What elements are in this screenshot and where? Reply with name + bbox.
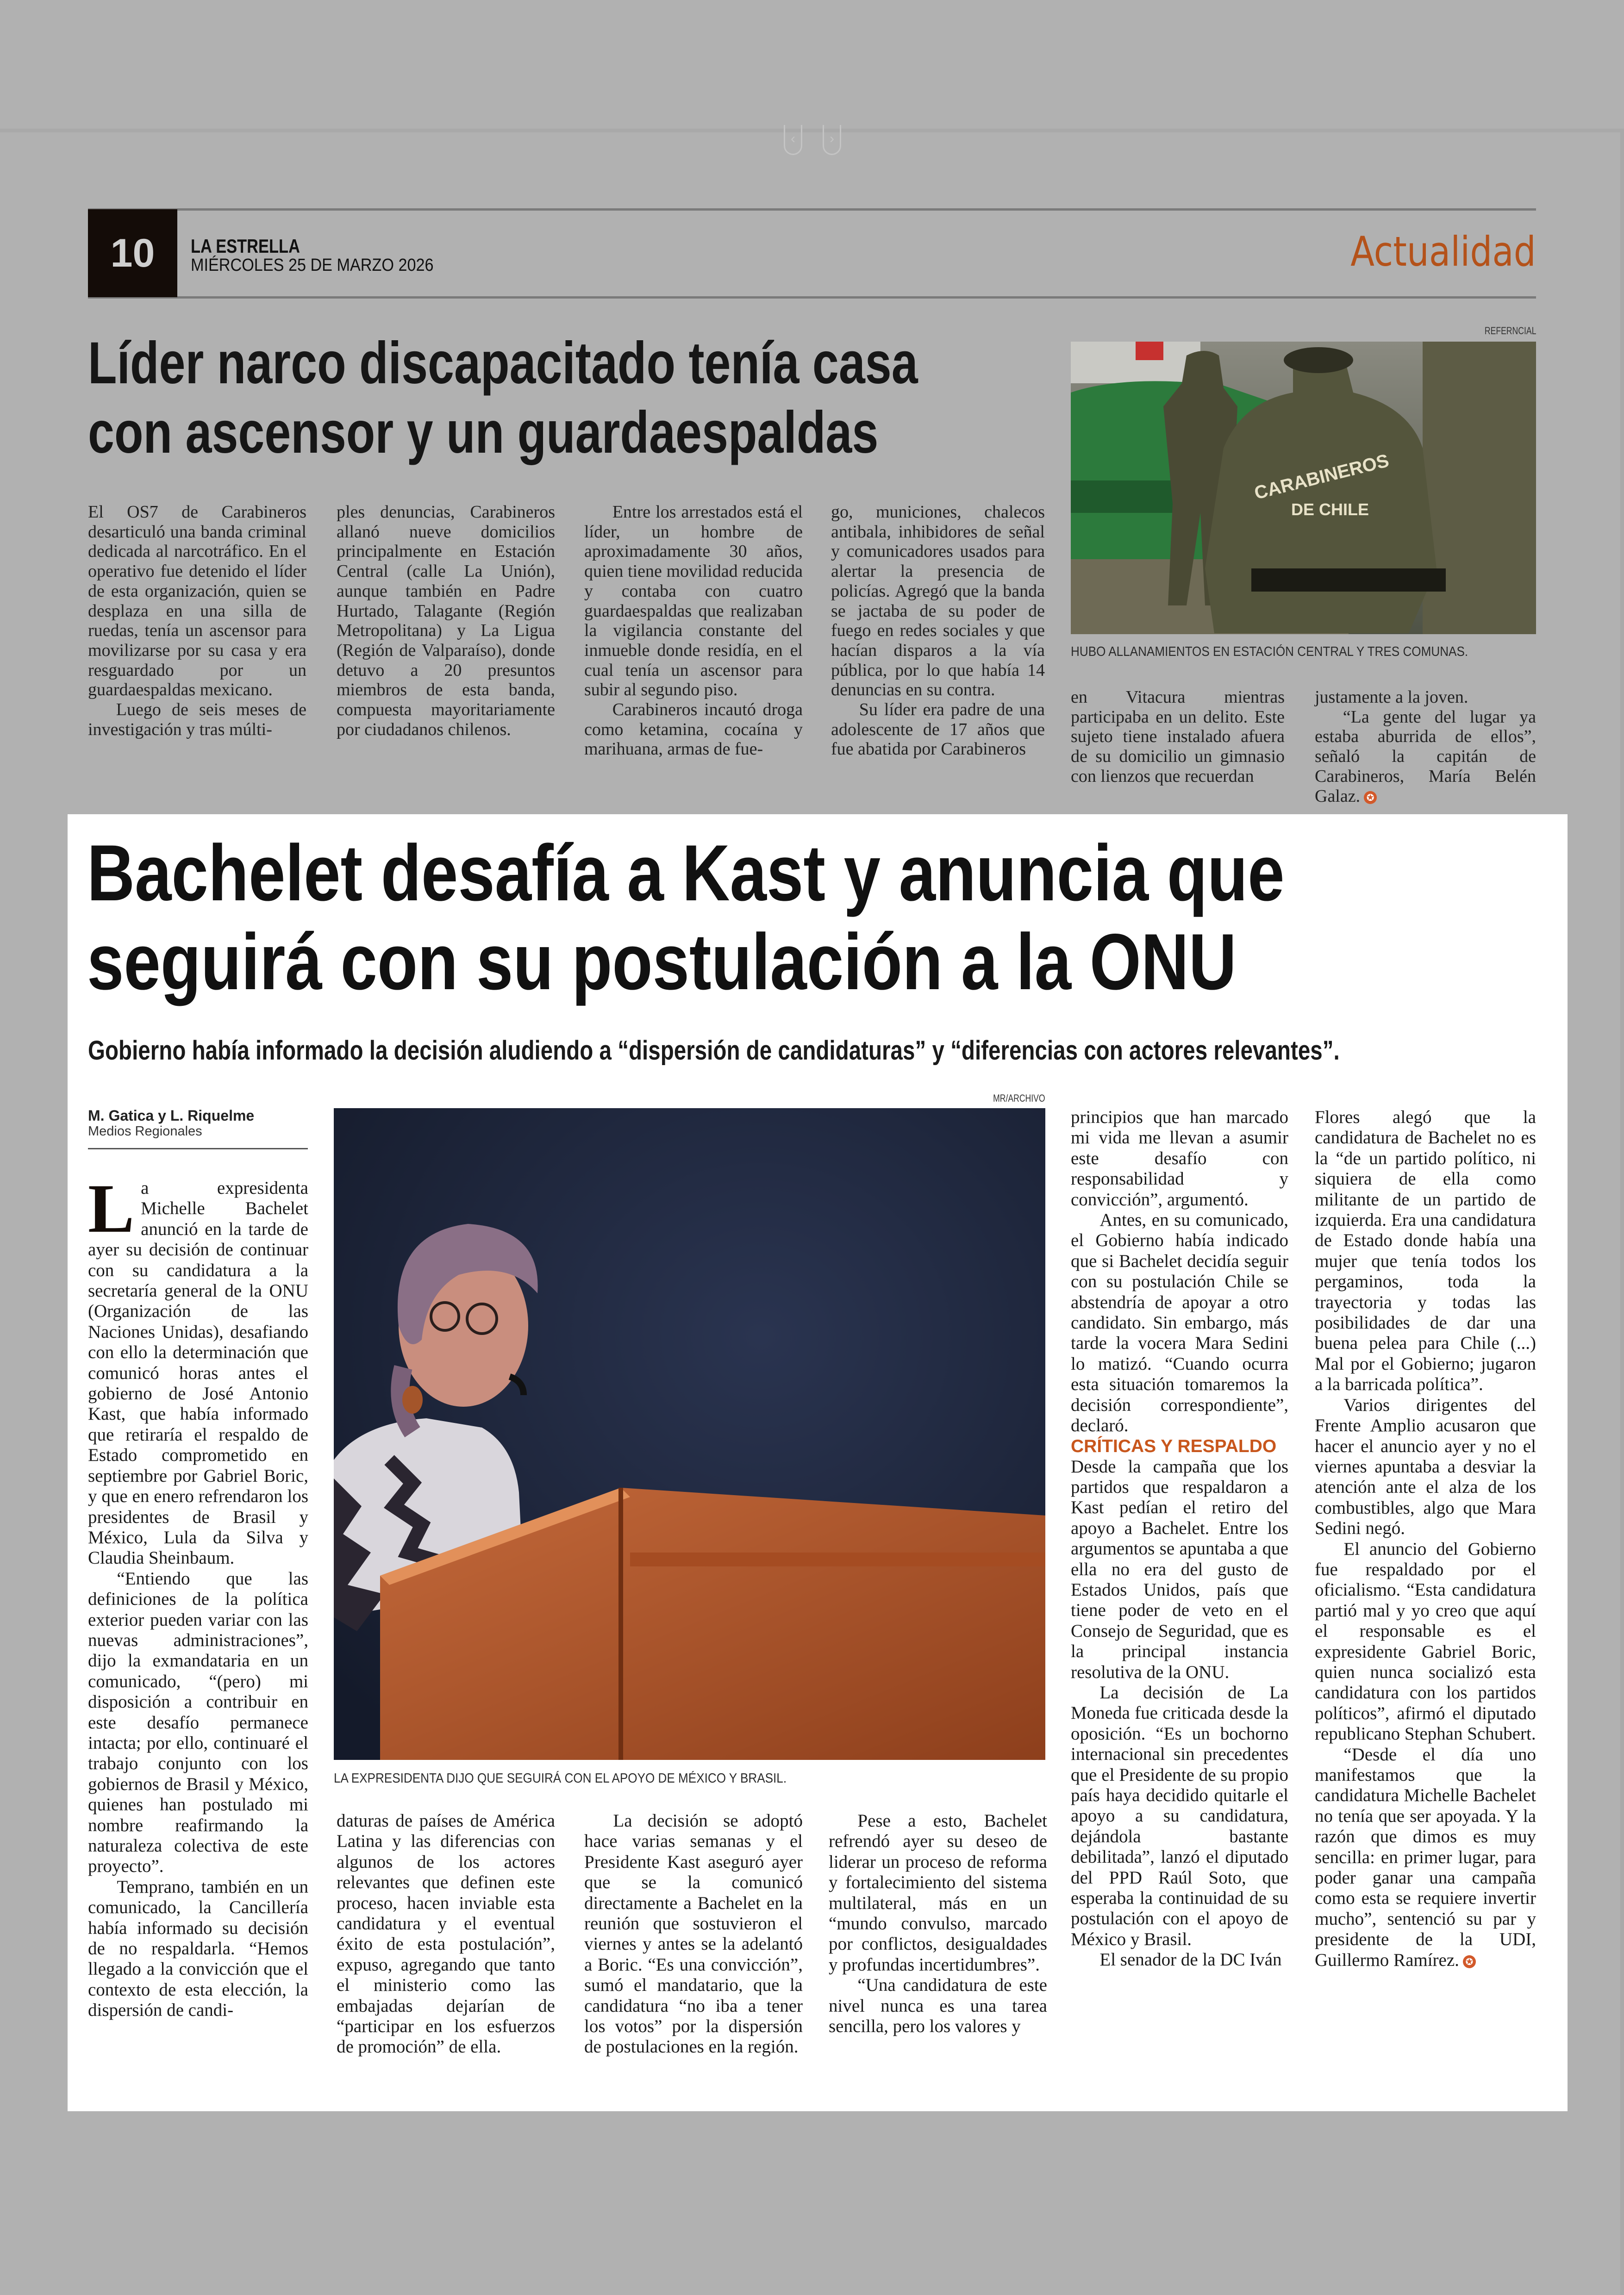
viewer-top-border: [0, 129, 1624, 132]
headline-line: con ascensor y un guardaespaldas: [88, 399, 879, 466]
article-column: [1071, 1107, 1288, 1971]
article-column: [831, 502, 1045, 759]
paragraph: justamente a la joven.: [1315, 687, 1468, 707]
article-column: [1071, 687, 1285, 786]
paragraph: Flores alegó que la candidatura de Bachelet no es la “de un partido político, ni siquiera de ella como militante de un partido de izquierda. Era una candidatura de Estado donde había una mujer que tenía todos los pergaminos, toda la trayectoria y todas las posibilidades de dar una buena pelea para Chile (...) Mal por el Gobierno; jugaron a la barricada política”.: [1315, 1107, 1536, 1395]
main-article-headline: [87, 829, 1285, 1006]
paragraph: go, municiones, chalecos antibala, inhibidores de señal y comunicadores usados para alertar la presencia de policías. Agregó que la banda se jactaba de su poder de fuego en redes sociales y que hacían disparos a la vía pública, por lo que había 14 denuncias en su contra.: [831, 502, 1045, 700]
headline-line: Bachelet desafía a Kast y anuncia que: [87, 829, 1285, 917]
paragraph: Entre los arrestados está el líder, un hombre de aproximadamente 30 años, quien tiene movilidad reducida y contaba con cuatro guardaespaldas que realizaban la vigilancia constante del inmueble donde residía, en el cual tenía un ascensor para subir al segundo piso.: [584, 502, 803, 700]
article-column: [1315, 687, 1536, 806]
paragraph: Varios dirigentes del Frente Amplio acusaron que hacer el anuncio ayer y no el viernes apuntaba a desviar la atención ante el alza de los combustibles, algo que Mara Sedini negó.: [1315, 1395, 1536, 1539]
main-photo-caption: LA EXPRESIDENTA DIJO QUE SEGUIRÁ CON EL APOYO DE MÉXICO Y BRASIL.: [334, 1771, 787, 1786]
header-bottom-rule: [88, 296, 1536, 299]
article-column: [829, 1811, 1047, 2037]
article-column: [1315, 1107, 1536, 1971]
newspaper-name: LA ESTRELLA: [191, 235, 300, 257]
headline-line: Líder narco discapacitado tenía casa: [88, 330, 918, 396]
page-number: 10: [88, 209, 177, 297]
header-top-rule: [88, 208, 1536, 211]
top-photo-caption: HUBO ALLANAMIENTOS EN ESTACIÓN CENTRAL Y TRES COMUNAS.: [1071, 644, 1468, 659]
prev-page-icon[interactable]: ‹: [784, 125, 802, 155]
badge-text: DE CHILE: [1291, 500, 1369, 519]
next-page-icon[interactable]: ›: [823, 125, 841, 155]
paragraph: El senador de la DC Iván: [1099, 1950, 1282, 1970]
drop-cap: L: [88, 1170, 135, 1247]
paragraph: Temprano, también en un comunicado, la Cancillería había informado su decisión de no respaldarla. “Hemos llegado a la convicción que el contexto de esta elección, la dispersión de candi-: [88, 1877, 308, 2021]
viewer-right-border: [1620, 131, 1624, 2295]
paragraph: “Entiendo que las definiciones de la política exterior pueden variar con las nuevas administraciones”, dijo la exmandataria en un comunicado, “(pero) mi disposición a contribuir en este desafío permanece intacta; por ello, continuaré el trabajo conjunto con los gobiernos de Brasil y México, quienes han postulado mi nombre reafirmando la naturaleza colectiva de este proyecto”.: [88, 1568, 308, 1877]
paragraph: “Una candidatura de este nivel nunca es una tarea sencilla, pero los valores y: [829, 1975, 1047, 2037]
issue-date: MIÉRCOLES 25 DE MARZO 2026: [191, 256, 434, 275]
paragraph: “Desde el día uno manifestamos que la candidatura Michelle Bachelet no tenía que ser apoyada. Y la razón que dimos es muy sencilla: en primer lugar, para poder ganar una campaña como esta se requiere invertir mucho”, sentenció su par y presidente de la UDI, Guillermo Ramírez.: [1315, 1744, 1536, 1970]
paragraph: en Vitacura mientras participaba en un delito. Este sujeto tiene instalado afuera de su domicilio un gimnasio con lienzos que recuerdan: [1071, 687, 1285, 786]
paragraph: Su líder era padre de una adolescente de 17 años que fue abatida por Carabineros: [831, 700, 1045, 759]
paragraph: Desde la campaña que los partidos que respaldaron a Kast pedían el retiro del apoyo a Bachelet. Entre los argumentos se apuntaba a que ella no era del gusto de Estados Unidos, país que tiene poder de veto en el Consejo de Seguridad, que es la principal instancia resolutiva de la ONU.: [1071, 1456, 1288, 1682]
paragraph: “La gente del lugar ya estaba aburrida de ellos”, señaló la capitán de Carabineros, María Belén Galaz.: [1315, 707, 1536, 806]
article-column: [88, 1170, 308, 2021]
byline-outlet: Medios Regionales: [88, 1124, 202, 1139]
paragraph: La decisión se adoptó hace varias semanas y el Presidente Kast aseguró ayer que se la comunicó directamente a Bachelet en la reunión que sostuvieron el viernes y antes se la adelantó a Boric. “Es una convicción”, sumó el mandatario, que la candidatura “no iba a tener los votos” por la dispersión de postulaciones en la región.: [584, 1811, 803, 2057]
paragraph: principios que han marcado mi vida me llevan a asumir este desafío con responsabilidad y convicción”, argumentó.: [1071, 1107, 1288, 1210]
paragraph: daturas de países de América Latina y las diferencias con algunos de los actores relevantes que definen este proceso, hacen inviable esta candidatura y el eventual éxito de esta postulación”, expuso, agregando que tanto el ministerio como las embajadas dejarían de “participar en los esfuerzos de promoción” de ella.: [337, 1811, 555, 2057]
paragraph: Pese a esto, Bachelet refrendó ayer su deseo de liderar un proceso de reforma y fortalecimiento del sistema multilateral, más en un “mundo convulso, marcado por conflictos, desigualdades y profundas incertidumbres”.: [829, 1811, 1047, 1975]
police-photo: [1071, 342, 1536, 634]
article-column: [584, 1811, 803, 2058]
article-column: [88, 502, 306, 739]
badge-text: CARABINEROS: [1252, 450, 1391, 504]
paragraph: El OS7 de Carabineros desarticuló una banda criminal dedicada al narcotráfico. En el operativo fue detenido el líder de esta organización, quien se desplaza en una silla de ruedas, tenía un ascensor para movilizarse por su casa y era resguardado por un guardaespaldas mexicano.: [88, 502, 306, 700]
paragraph: a expresidenta Michelle Bachelet anunció en la tarde de ayer su decisión de continuar con su candidatura a la secretaría general de la ONU (Organización de las Naciones Unidas), desafiando con ello la determinación que comunicó horas antes el gobierno de José Antonio Kast, que había informado que retiraría el respaldo de Estado comprometido en septiembre por Gabriel Boric, y que en enero refrendaron los presidentes de Brasil y México, Lula da Silva y Claudia Sheinbaum.: [88, 1178, 308, 1568]
article-column: [337, 1811, 555, 2058]
byline-authors: M. Gatica y L. Riquelme: [88, 1107, 255, 1124]
paragraph: La decisión de La Moneda fue criticada desde la oposición. “Es un bochorno internacional sin precedentes que el Presidente de su propio país haya decidido quitarle el apoyo a su candidatura, dejándola bastante debilitada”, lanzó el diputado del PPD Raúl Soto, que esperaba la continuidad de su postulación con el apoyo de México y Brasil.: [1071, 1682, 1288, 1949]
paragraph: Carabineros incautó droga como ketamina, cocaína y marihuana, armas de fue-: [584, 700, 803, 759]
section-title: Actualidad: [1350, 228, 1536, 275]
top-article-headline: [88, 329, 918, 468]
byline-rule: [88, 1148, 308, 1149]
bachelet-photo: [334, 1108, 1045, 1760]
article-column: [584, 502, 803, 759]
photo-credit: REFERNCIAL: [1484, 325, 1536, 337]
paragraph: ples denuncias, Carabineros allanó nueve domicilios principalmente en Estación Central (calle La Unión), aunque también en Padre Hurtado, Talagante (Región Metropolitana) y La Ligua (Región de Valparaíso), donde detuvo a 20 presuntos miembros de esta banda, compuesta mayoritariamente por ciudadanos chilenos.: [337, 502, 555, 739]
end-of-article-icon: ✪: [1364, 791, 1377, 804]
paragraph: El anuncio del Gobierno fue respaldado por el oficialismo. “Esta candidatura partió mal y yo creo que aquí el responsable es el expresidente Gabriel Boric, quien nunca socializó esta candidatura con los partidos políticos”, afirmó el diputado republicano Stephan Schubert.: [1315, 1539, 1536, 1744]
paragraph: Luego de seis meses de investigación y tras múlti-: [88, 700, 306, 739]
end-of-article-icon: ✪: [1463, 1955, 1476, 1968]
subheadline: Gobierno había informado la decisión aludiendo a “dispersión de candidaturas” y “diferencias con actores relevantes”.: [88, 1035, 1340, 1066]
photo-credit: MR/ARCHIVO: [993, 1092, 1045, 1104]
article-column: [337, 502, 555, 739]
headline-line: seguirá con su postulación a la ONU: [87, 917, 1237, 1006]
paragraph: Antes, en su comunicado, el Gobierno había indicado que si Bachelet decidía seguir con su postulación Chile se abstendría de apoyar a otro candidato. Sin embargo, más tarde la vocera Mara Sedini lo matizó. “Cuando ocurra esta situación tomaremos la decisión correspondiente”, declaró.: [1071, 1210, 1288, 1436]
subsection-heading: CRÍTICAS Y RESPALDO: [1071, 1436, 1277, 1456]
